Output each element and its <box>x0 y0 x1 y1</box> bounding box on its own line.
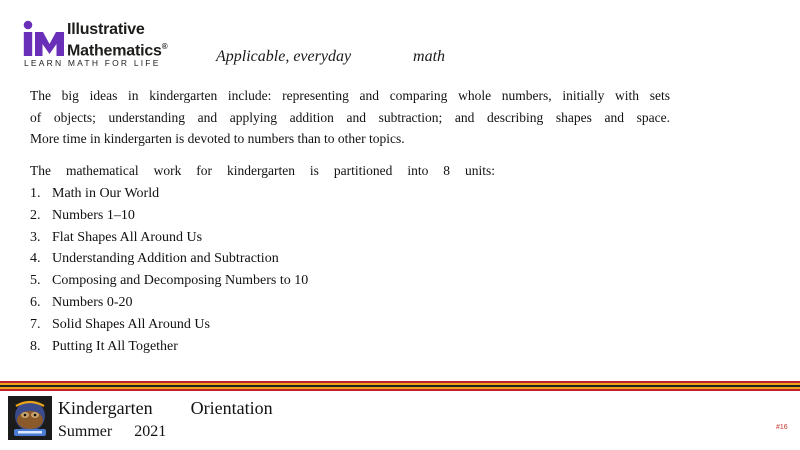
list-item: 1. Math in Our World <box>30 186 160 201</box>
illustrative-mathematics-logo <box>22 20 202 70</box>
list-item: 3. Flat Shapes All Around Us <box>30 229 203 245</box>
logo-word-mathematics: Mathematics® <box>67 42 168 60</box>
list-item: 7. Solid Shapes All Around Us <box>30 316 210 332</box>
header-tagline: Applicable, everyday math <box>216 48 446 65</box>
registered-mark: ® <box>161 42 168 51</box>
im-logo-icon <box>22 20 68 56</box>
list-item: 5. Composing and Decomposing Numbers to 10 <box>30 273 309 289</box>
units-intro: The mathematical work for kindergarten is partitioned into 8 units: <box>30 163 495 178</box>
stripe-red-2 <box>0 389 800 391</box>
footer-title: Kindergarten Orientation <box>58 398 273 418</box>
footer-stripes <box>0 381 800 391</box>
list-item: 4. Understanding Addition and Subtraction <box>30 251 279 267</box>
list-item: 2. Numbers 1–10 <box>30 207 135 223</box>
intro-line-2: of objects; understanding and applying addition and subtraction; and describing shapes and space. <box>30 110 670 125</box>
logo-word-illustrative: Illustrative <box>67 21 145 38</box>
list-item: 8. Putting It All Together <box>30 338 178 354</box>
page-number: #16 <box>776 424 788 431</box>
list-item: 6. Numbers 0-20 <box>30 294 133 310</box>
logo-tagline: LEARN MATH FOR LIFE <box>24 58 161 68</box>
intro-line-3: More time in kindergarten is devoted to numbers than to other topics. <box>30 131 405 146</box>
footer-subtitle: Summer 2021 <box>58 423 167 440</box>
school-mascot-icon <box>8 396 52 440</box>
units-list <box>30 183 308 357</box>
intro-line-1: The big ideas in kindergarten include: representing and comparing whole numbers, initially with sets <box>30 88 670 103</box>
